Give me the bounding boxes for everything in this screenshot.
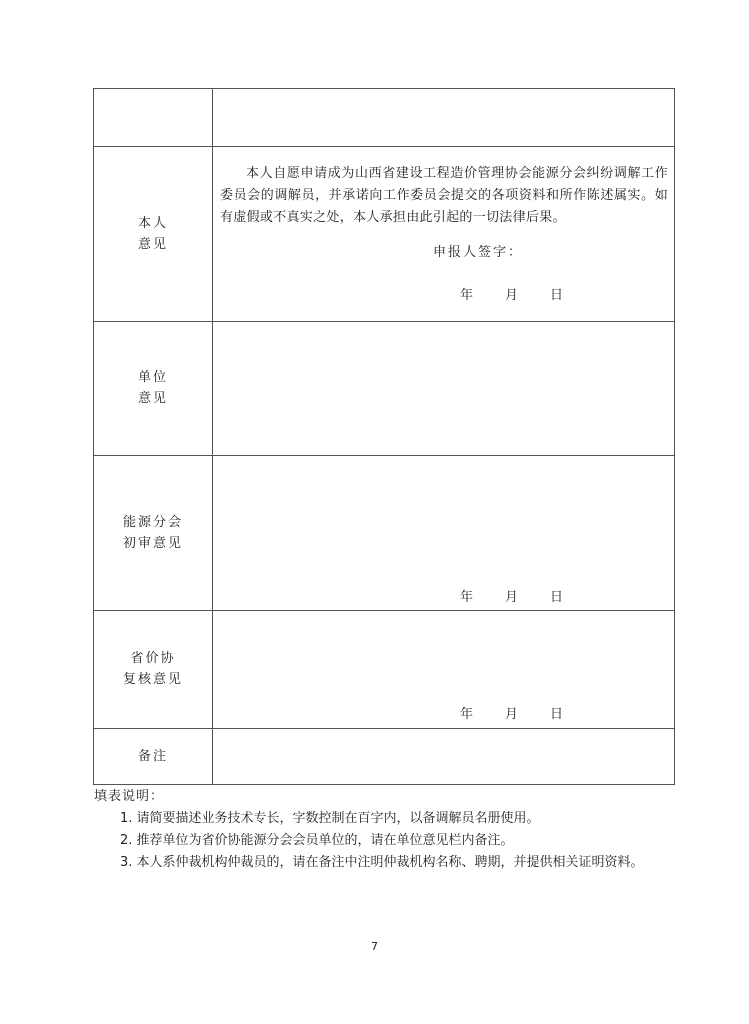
table-row xyxy=(94,89,675,147)
date-day: 日 xyxy=(550,589,564,605)
label-line: 意见 xyxy=(137,237,168,253)
application-form-table xyxy=(93,88,675,785)
label-line: 能源分会 xyxy=(122,514,183,530)
declaration-text: 本人自愿申请成为山西省建设工程造价管理协会能源分会纠纷调解工作委员会的调解员，并承诺向工作委员会提交的各项资料和所作陈述属实。如有虚假或不真实之处，本人承担由此引起的一切法律后果。 xyxy=(220,166,668,226)
date-year: 年 xyxy=(460,589,474,605)
label-line: 单位 xyxy=(137,370,168,386)
label-line: 省价协 xyxy=(130,651,176,667)
label-line: 本人 xyxy=(137,216,168,232)
form-instructions xyxy=(94,786,674,874)
initial-review-cell xyxy=(213,455,675,610)
date-month: 月 xyxy=(505,589,519,605)
date-year: 年 xyxy=(460,288,474,304)
remarks-cell xyxy=(213,728,675,784)
unit-opinion-label xyxy=(94,321,213,455)
date-month: 月 xyxy=(505,706,519,722)
personal-opinion-label xyxy=(94,147,213,321)
personal-opinion-cell xyxy=(213,147,675,321)
instructions-heading: 填表说明： xyxy=(94,789,165,804)
table-row xyxy=(94,147,675,321)
date-line xyxy=(460,284,563,303)
date-day: 日 xyxy=(550,706,564,722)
recheck-label xyxy=(94,610,213,728)
label-line: 意见 xyxy=(137,391,168,407)
table-row xyxy=(94,455,675,610)
remarks-label: 备注 xyxy=(94,728,213,784)
instruction-item: 1. 请简要描述业务技术专长，字数控制在百字内，以备调解员名册使用。 xyxy=(120,811,540,826)
label-line: 复核意见 xyxy=(122,672,183,688)
label-line: 初审意见 xyxy=(122,535,183,551)
date-month: 月 xyxy=(505,288,519,304)
instruction-item: 2. 推荐单位为省价协能源分会会员单位的，请在单位意见栏内备注。 xyxy=(120,833,514,848)
table-row xyxy=(94,610,675,728)
blank-content-cell xyxy=(213,89,675,147)
blank-label-cell xyxy=(94,89,213,147)
table-row xyxy=(94,321,675,455)
unit-opinion-cell xyxy=(213,321,675,455)
page-number: 7 xyxy=(371,940,378,953)
date-line xyxy=(460,703,563,722)
instruction-item: 3. 本人系仲裁机构仲裁员的，请在备注中注明仲裁机构名称、聘期，并提供相关证明资料。 xyxy=(120,855,644,870)
date-line xyxy=(460,586,563,605)
date-day: 日 xyxy=(550,288,564,304)
signature-label: 申报人签字： xyxy=(433,245,524,261)
table-row xyxy=(94,728,675,784)
recheck-cell xyxy=(213,610,675,728)
date-year: 年 xyxy=(460,706,474,722)
initial-review-label xyxy=(94,455,213,610)
